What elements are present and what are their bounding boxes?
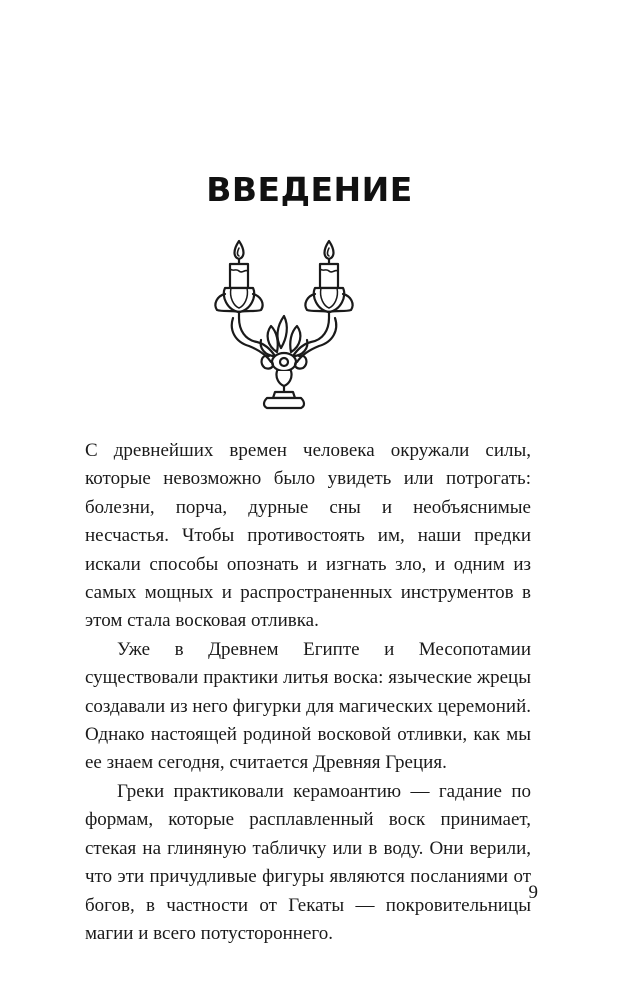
candelabra-icon bbox=[209, 238, 359, 413]
paragraph: С древнейших времен человека окружали силы, которые невозможно было увидеть или потрогать: болезни, порча, дурные сны и необъяснимые несчастья. Чтобы противостоять им, наши предки искали способы опознать и изгнать зло, и одним из самых мощных и распространенных инструментов в этом стала восковая отливка. bbox=[85, 440, 531, 632]
body-text bbox=[85, 437, 531, 948]
paragraph: Уже в Древнем Египте и Месопотамии существовали практики литья воска: языческие жрецы создавали из него фигурки для магических церемоний. Однако настоящей родиной восковой отливки, как мы ее знаем сегодня, считается Древняя Греция. bbox=[85, 638, 531, 774]
paragraph: Греки практиковали керамоантию — гадание по формам, которые расплавленный воск принимает, стекая на глиняную табличку или в воду. Они верили, что эти причудливые фигуры являются посланиями от богов, в частности от Гекаты — покровительницы магии и всего потустороннего. bbox=[85, 780, 531, 944]
chapter-title: ВВЕДЕНИЕ bbox=[206, 170, 413, 209]
page-number: 9 bbox=[528, 882, 538, 903]
